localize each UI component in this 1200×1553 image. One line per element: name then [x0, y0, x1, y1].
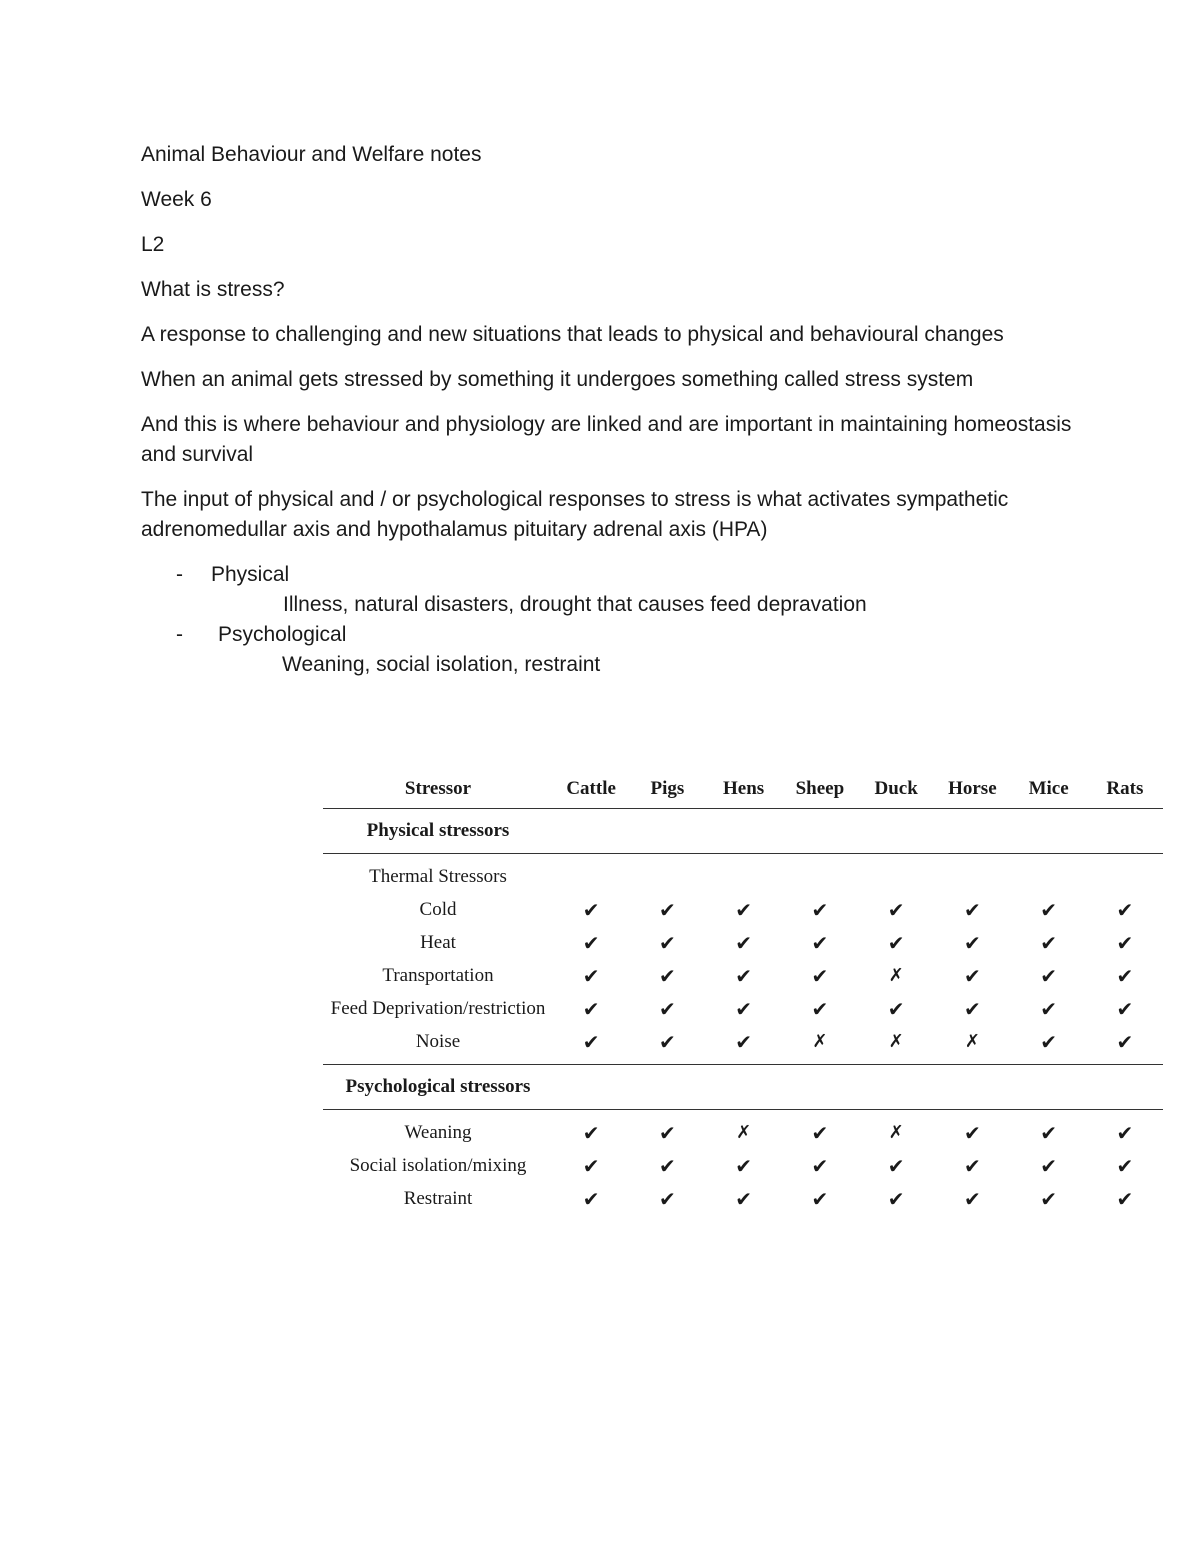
bullet-heading: Physical	[211, 563, 290, 586]
check-mark-icon: ✔	[811, 1186, 829, 1211]
check-mark-icon: ✔	[811, 1153, 829, 1178]
table-row	[323, 1182, 1163, 1215]
row-label: Feed Deprivation/restriction	[330, 997, 546, 1019]
check-mark-icon: ✔	[1116, 1186, 1134, 1211]
check-mark-icon: ✔	[582, 1120, 600, 1145]
stress-type-list	[141, 560, 1081, 680]
subheading-label: Thermal Stressors	[369, 865, 507, 887]
document-title: Animal Behaviour and Welfare notes	[141, 143, 482, 166]
table-row	[323, 992, 1163, 1025]
row-label: Transportation	[382, 964, 494, 986]
check-mark-icon: ✔	[1040, 930, 1057, 955]
check-mark-icon: ✔	[582, 1186, 600, 1211]
check-mark-icon: ✔	[887, 930, 905, 955]
check-mark-icon: ✔	[1116, 930, 1134, 955]
check-mark-icon: ✔	[1116, 1029, 1134, 1054]
check-mark-icon: ✔	[887, 1186, 905, 1211]
row-label: Weaning	[404, 1121, 472, 1143]
check-mark-icon: ✔	[811, 963, 829, 988]
row-label: Social isolation/mixing	[349, 1154, 527, 1176]
check-mark-icon: ✔	[735, 963, 752, 988]
section-header-physical	[323, 809, 1163, 854]
check-mark-icon: ✔	[658, 1120, 676, 1145]
check-mark-icon: ✔	[735, 996, 752, 1021]
table-row	[323, 893, 1163, 926]
check-mark-icon: ✔	[1040, 897, 1057, 922]
bullet-heading: Psychological	[218, 623, 347, 646]
column-header: Horse	[948, 778, 997, 799]
week-label: Week 6	[141, 188, 212, 211]
check-mark-icon: ✔	[582, 930, 600, 955]
check-mark-icon: ✔	[735, 930, 752, 955]
section-header-psychological	[323, 1064, 1163, 1110]
section-label: Physical stressors	[366, 820, 510, 841]
bullet-dash: -	[176, 623, 183, 646]
column-header: Pigs	[650, 778, 685, 799]
psychological-rows	[323, 1116, 1163, 1215]
paragraph: The input of physical and / or psychological responses to stress is what activates sympathetic adrenomedullar axis and hypothalamus pituitary adrenal axis (HPA)	[141, 488, 1009, 541]
cross-mark-icon: ✗	[888, 1031, 904, 1052]
check-mark-icon: ✔	[1116, 897, 1134, 922]
check-mark-icon: ✔	[1116, 963, 1134, 988]
table-row	[323, 926, 1163, 959]
check-mark-icon: ✔	[658, 1029, 676, 1054]
lecture-label: L2	[141, 233, 165, 256]
check-mark-icon: ✔	[1116, 1120, 1134, 1145]
check-mark-icon: ✔	[582, 996, 600, 1021]
table-row	[323, 1025, 1163, 1058]
check-mark-icon: ✔	[582, 1153, 600, 1178]
cross-mark-icon: ✗	[736, 1122, 752, 1143]
bullet-dash: -	[176, 563, 183, 586]
check-mark-icon: ✔	[1040, 1186, 1057, 1211]
bullet-detail: Weaning, social isolation, restraint	[282, 653, 601, 676]
check-mark-icon: ✔	[1040, 1120, 1057, 1145]
check-mark-icon: ✔	[1040, 1153, 1057, 1178]
column-header: Duck	[874, 778, 918, 799]
check-mark-icon: ✔	[658, 1186, 676, 1211]
check-mark-icon: ✔	[658, 1153, 676, 1178]
check-mark-icon: ✔	[811, 996, 829, 1021]
check-mark-icon: ✔	[1040, 996, 1057, 1021]
column-header: Rats	[1106, 778, 1144, 799]
check-mark-icon: ✔	[1040, 1029, 1057, 1054]
column-header: Hens	[723, 778, 765, 799]
cross-mark-icon: ✗	[812, 1031, 828, 1052]
check-mark-icon: ✔	[811, 930, 829, 955]
check-mark-icon: ✔	[963, 1120, 981, 1145]
question-heading: What is stress?	[141, 278, 285, 301]
check-mark-icon: ✔	[735, 897, 752, 922]
check-mark-icon: ✔	[811, 897, 829, 922]
row-label: Heat	[420, 931, 456, 953]
table-header-row	[323, 770, 1163, 809]
check-mark-icon: ✔	[963, 1186, 981, 1211]
list-item-psychological	[141, 620, 1081, 680]
cross-mark-icon: ✗	[888, 1122, 904, 1143]
check-mark-icon: ✔	[658, 963, 676, 988]
check-mark-icon: ✔	[582, 963, 600, 988]
column-header: Sheep	[795, 778, 845, 799]
check-mark-icon: ✔	[963, 996, 981, 1021]
column-header: Cattle	[566, 778, 616, 799]
check-mark-icon: ✔	[963, 1153, 981, 1178]
check-mark-icon: ✔	[963, 963, 981, 988]
section-label: Psychological stressors	[345, 1076, 531, 1097]
check-mark-icon: ✔	[582, 1029, 600, 1054]
cross-mark-icon: ✗	[888, 965, 904, 986]
paragraph: And this is where behaviour and physiology are linked and are important in maintaining homeostasis and survival	[141, 413, 1072, 466]
notes-body	[141, 140, 1081, 680]
paragraph: A response to challenging and new situations that leads to physical and behavioural changes	[141, 323, 1004, 346]
check-mark-icon: ✔	[887, 897, 905, 922]
list-item-physical	[141, 560, 1081, 620]
check-mark-icon: ✔	[735, 1029, 752, 1054]
check-mark-icon: ✔	[658, 897, 676, 922]
bullet-detail: Illness, natural disasters, drought that causes feed depravation	[283, 593, 867, 616]
check-mark-icon: ✔	[963, 897, 981, 922]
table-row	[323, 1116, 1163, 1149]
check-mark-icon: ✔	[1116, 996, 1134, 1021]
cross-mark-icon: ✗	[964, 1031, 980, 1052]
check-mark-icon: ✔	[735, 1186, 752, 1211]
paragraph: When an animal gets stressed by something it undergoes something called stress system	[141, 368, 974, 391]
table-row	[323, 1149, 1163, 1182]
check-mark-icon: ✔	[1116, 1153, 1134, 1178]
column-header: Mice	[1028, 778, 1069, 799]
check-mark-icon: ✔	[887, 1153, 905, 1178]
physical-rows	[323, 893, 1163, 1058]
check-mark-icon: ✔	[811, 1120, 829, 1145]
check-mark-icon: ✔	[658, 930, 676, 955]
check-mark-icon: ✔	[1040, 963, 1057, 988]
row-label: Restraint	[403, 1187, 473, 1209]
check-mark-icon: ✔	[887, 996, 905, 1021]
column-header: Stressor	[404, 778, 472, 799]
table-subheading-row	[323, 860, 1163, 893]
stressor-table	[323, 770, 1163, 1215]
check-mark-icon: ✔	[582, 897, 600, 922]
row-label: Cold	[419, 898, 457, 920]
check-mark-icon: ✔	[658, 996, 676, 1021]
table-row	[323, 959, 1163, 992]
check-mark-icon: ✔	[963, 930, 981, 955]
check-mark-icon: ✔	[735, 1153, 752, 1178]
row-label: Noise	[415, 1030, 461, 1052]
